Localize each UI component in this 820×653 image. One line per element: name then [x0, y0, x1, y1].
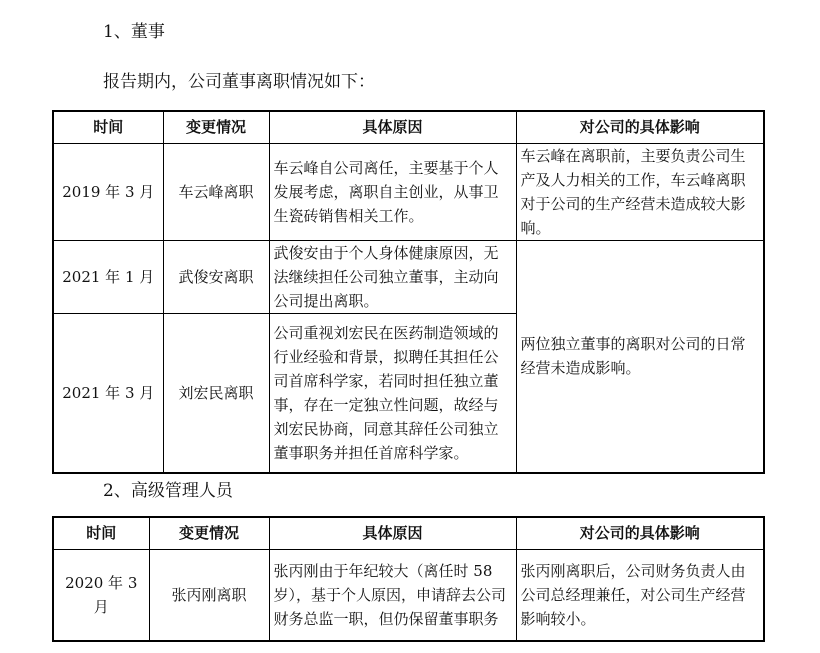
header-impact: 对公司的具体影响 — [516, 111, 764, 143]
row-reason: 张丙刚由于年纪较大（离任时 58 岁），基于个人原因，申请辞去公司财务总监一职，但仍保留董事职务 — [269, 549, 516, 641]
header-change: 变更情况 — [149, 517, 269, 549]
row-impact: 张丙刚离职后，公司财务负责人由公司总经理兼任，对公司生产经营影响较小。 — [516, 549, 764, 641]
header-time: 时间 — [53, 111, 163, 143]
section-heading-directors: 1、董事 — [103, 22, 165, 42]
directors-table — [52, 110, 765, 474]
header-time: 时间 — [53, 517, 149, 549]
header-reason: 具体原因 — [269, 111, 516, 143]
row-time: 2021 年 3 月 — [53, 313, 163, 473]
row-change: 武俊安离职 — [163, 240, 269, 313]
row-change: 车云峰离职 — [163, 143, 269, 240]
row-change: 刘宏民离职 — [163, 313, 269, 473]
row-time: 2019 年 3 月 — [53, 143, 163, 240]
table-row — [53, 549, 764, 641]
section-heading-senior-management: 2、高级管理人员 — [103, 481, 233, 501]
row-time: 2020 年 3 月 — [53, 549, 149, 641]
table-row — [53, 240, 764, 313]
header-impact: 对公司的具体影响 — [516, 517, 764, 549]
header-change: 变更情况 — [163, 111, 269, 143]
row-reason: 车云峰自公司离任，主要基于个人发展考虑，离职自主创业，从事卫生瓷砖销售相关工作。 — [269, 143, 516, 240]
row-impact-merged: 两位独立董事的离职对公司的日常经营未造成影响。 — [516, 240, 764, 473]
row-reason: 武俊安由于个人身体健康原因，无法继续担任公司独立董事，主动向公司提出离职。 — [269, 240, 516, 313]
table-row — [53, 143, 764, 240]
row-change: 张丙刚离职 — [149, 549, 269, 641]
senior-management-table — [52, 516, 765, 642]
row-time: 2021 年 1 月 — [53, 240, 163, 313]
row-reason: 公司重视刘宏民在医药制造领域的行业经验和背景，拟聘任其担任公司首席科学家，若同时担任独立董事，存在一定独立性问题，故经与刘宏民协商，同意其辞任公司独立董事职务并担任首席科学家。 — [269, 313, 516, 473]
row-impact: 车云峰在离职前，主要负责公司生产及人力相关的工作，车云峰离职对于公司的生产经营未造成较大影响。 — [516, 143, 764, 240]
header-reason: 具体原因 — [269, 517, 516, 549]
intro-text: 报告期内，公司董事离职情况如下： — [103, 72, 375, 92]
